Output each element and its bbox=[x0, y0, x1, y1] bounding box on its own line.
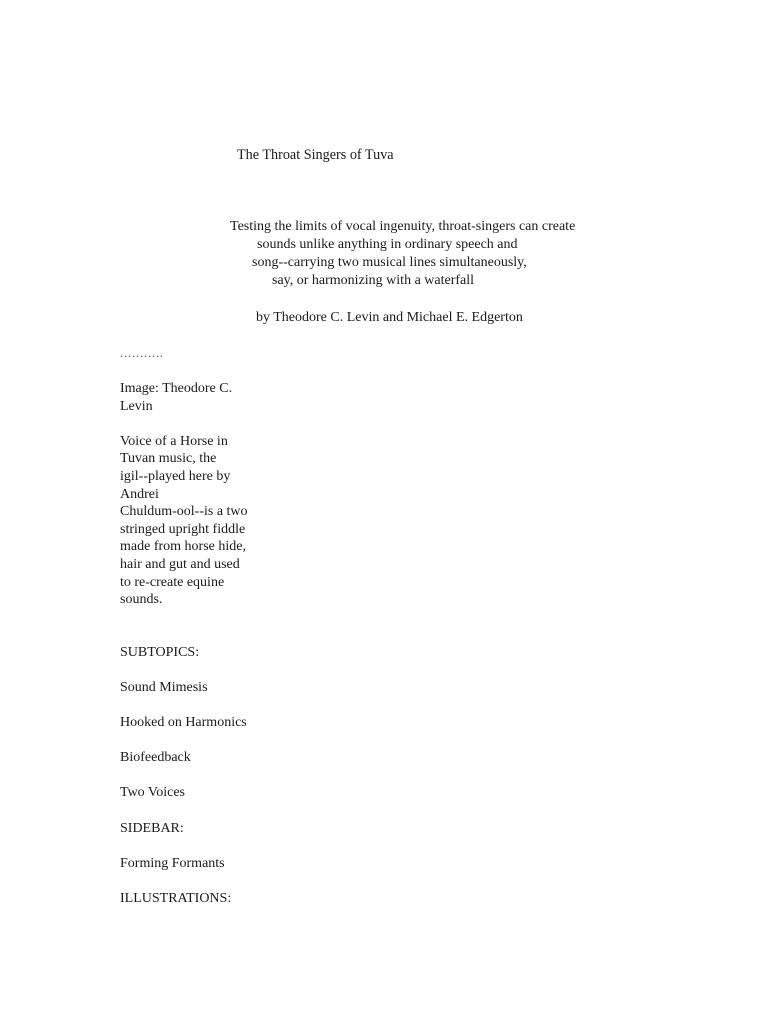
subtopics-heading: SUBTOPICS: bbox=[120, 644, 200, 660]
caption-line: hair and gut and used bbox=[120, 556, 240, 572]
caption-line: igil--played here by bbox=[120, 468, 231, 484]
image-credit-line-2: Levin bbox=[120, 398, 153, 414]
dek-line-2: sounds unlike anything in ordinary speech and bbox=[257, 237, 518, 252]
image-credit-line-1: Image: Theodore C. bbox=[120, 381, 233, 396]
caption-line: Chuldum-ool--is a two bbox=[120, 504, 248, 520]
subtopic-link[interactable]: Biofeedback bbox=[120, 750, 191, 766]
subtopic-link[interactable]: Sound Mimesis bbox=[120, 679, 208, 695]
subtopic-link[interactable]: Two Voices bbox=[120, 785, 186, 801]
left-column bbox=[120, 380, 420, 908]
image-caption bbox=[120, 433, 420, 609]
caption-line: Voice of a Horse in bbox=[120, 433, 228, 449]
dek-line-4: say, or harmonizing with a waterfall bbox=[272, 273, 475, 288]
caption-line: made from horse hide, bbox=[120, 539, 246, 555]
subtopic-link[interactable]: Hooked on Harmonics bbox=[120, 715, 247, 731]
caption-line: sounds. bbox=[120, 592, 163, 608]
sidebar-link[interactable]: Forming Formants bbox=[120, 855, 225, 871]
dek-line-1: Testing the limits of vocal ingenuity, throat-singers can create bbox=[230, 219, 576, 234]
caption-line: stringed upright fiddle bbox=[120, 521, 246, 537]
caption-line: Andrei bbox=[120, 486, 159, 502]
caption-line: Tuvan music, the bbox=[120, 451, 217, 467]
illustrations-heading: ILLUSTRATIONS: bbox=[120, 891, 232, 907]
caption-line: to re-create equine bbox=[120, 574, 225, 590]
dek-line-3: song--carrying two musical lines simultaneously, bbox=[252, 255, 527, 270]
sidebar-heading: SIDEBAR: bbox=[120, 820, 184, 836]
byline: by Theodore C. Levin and Michael E. Edgerton bbox=[256, 310, 523, 325]
article-title: The Throat Singers of Tuva bbox=[237, 147, 394, 163]
separator-dots: ........... bbox=[120, 346, 164, 360]
